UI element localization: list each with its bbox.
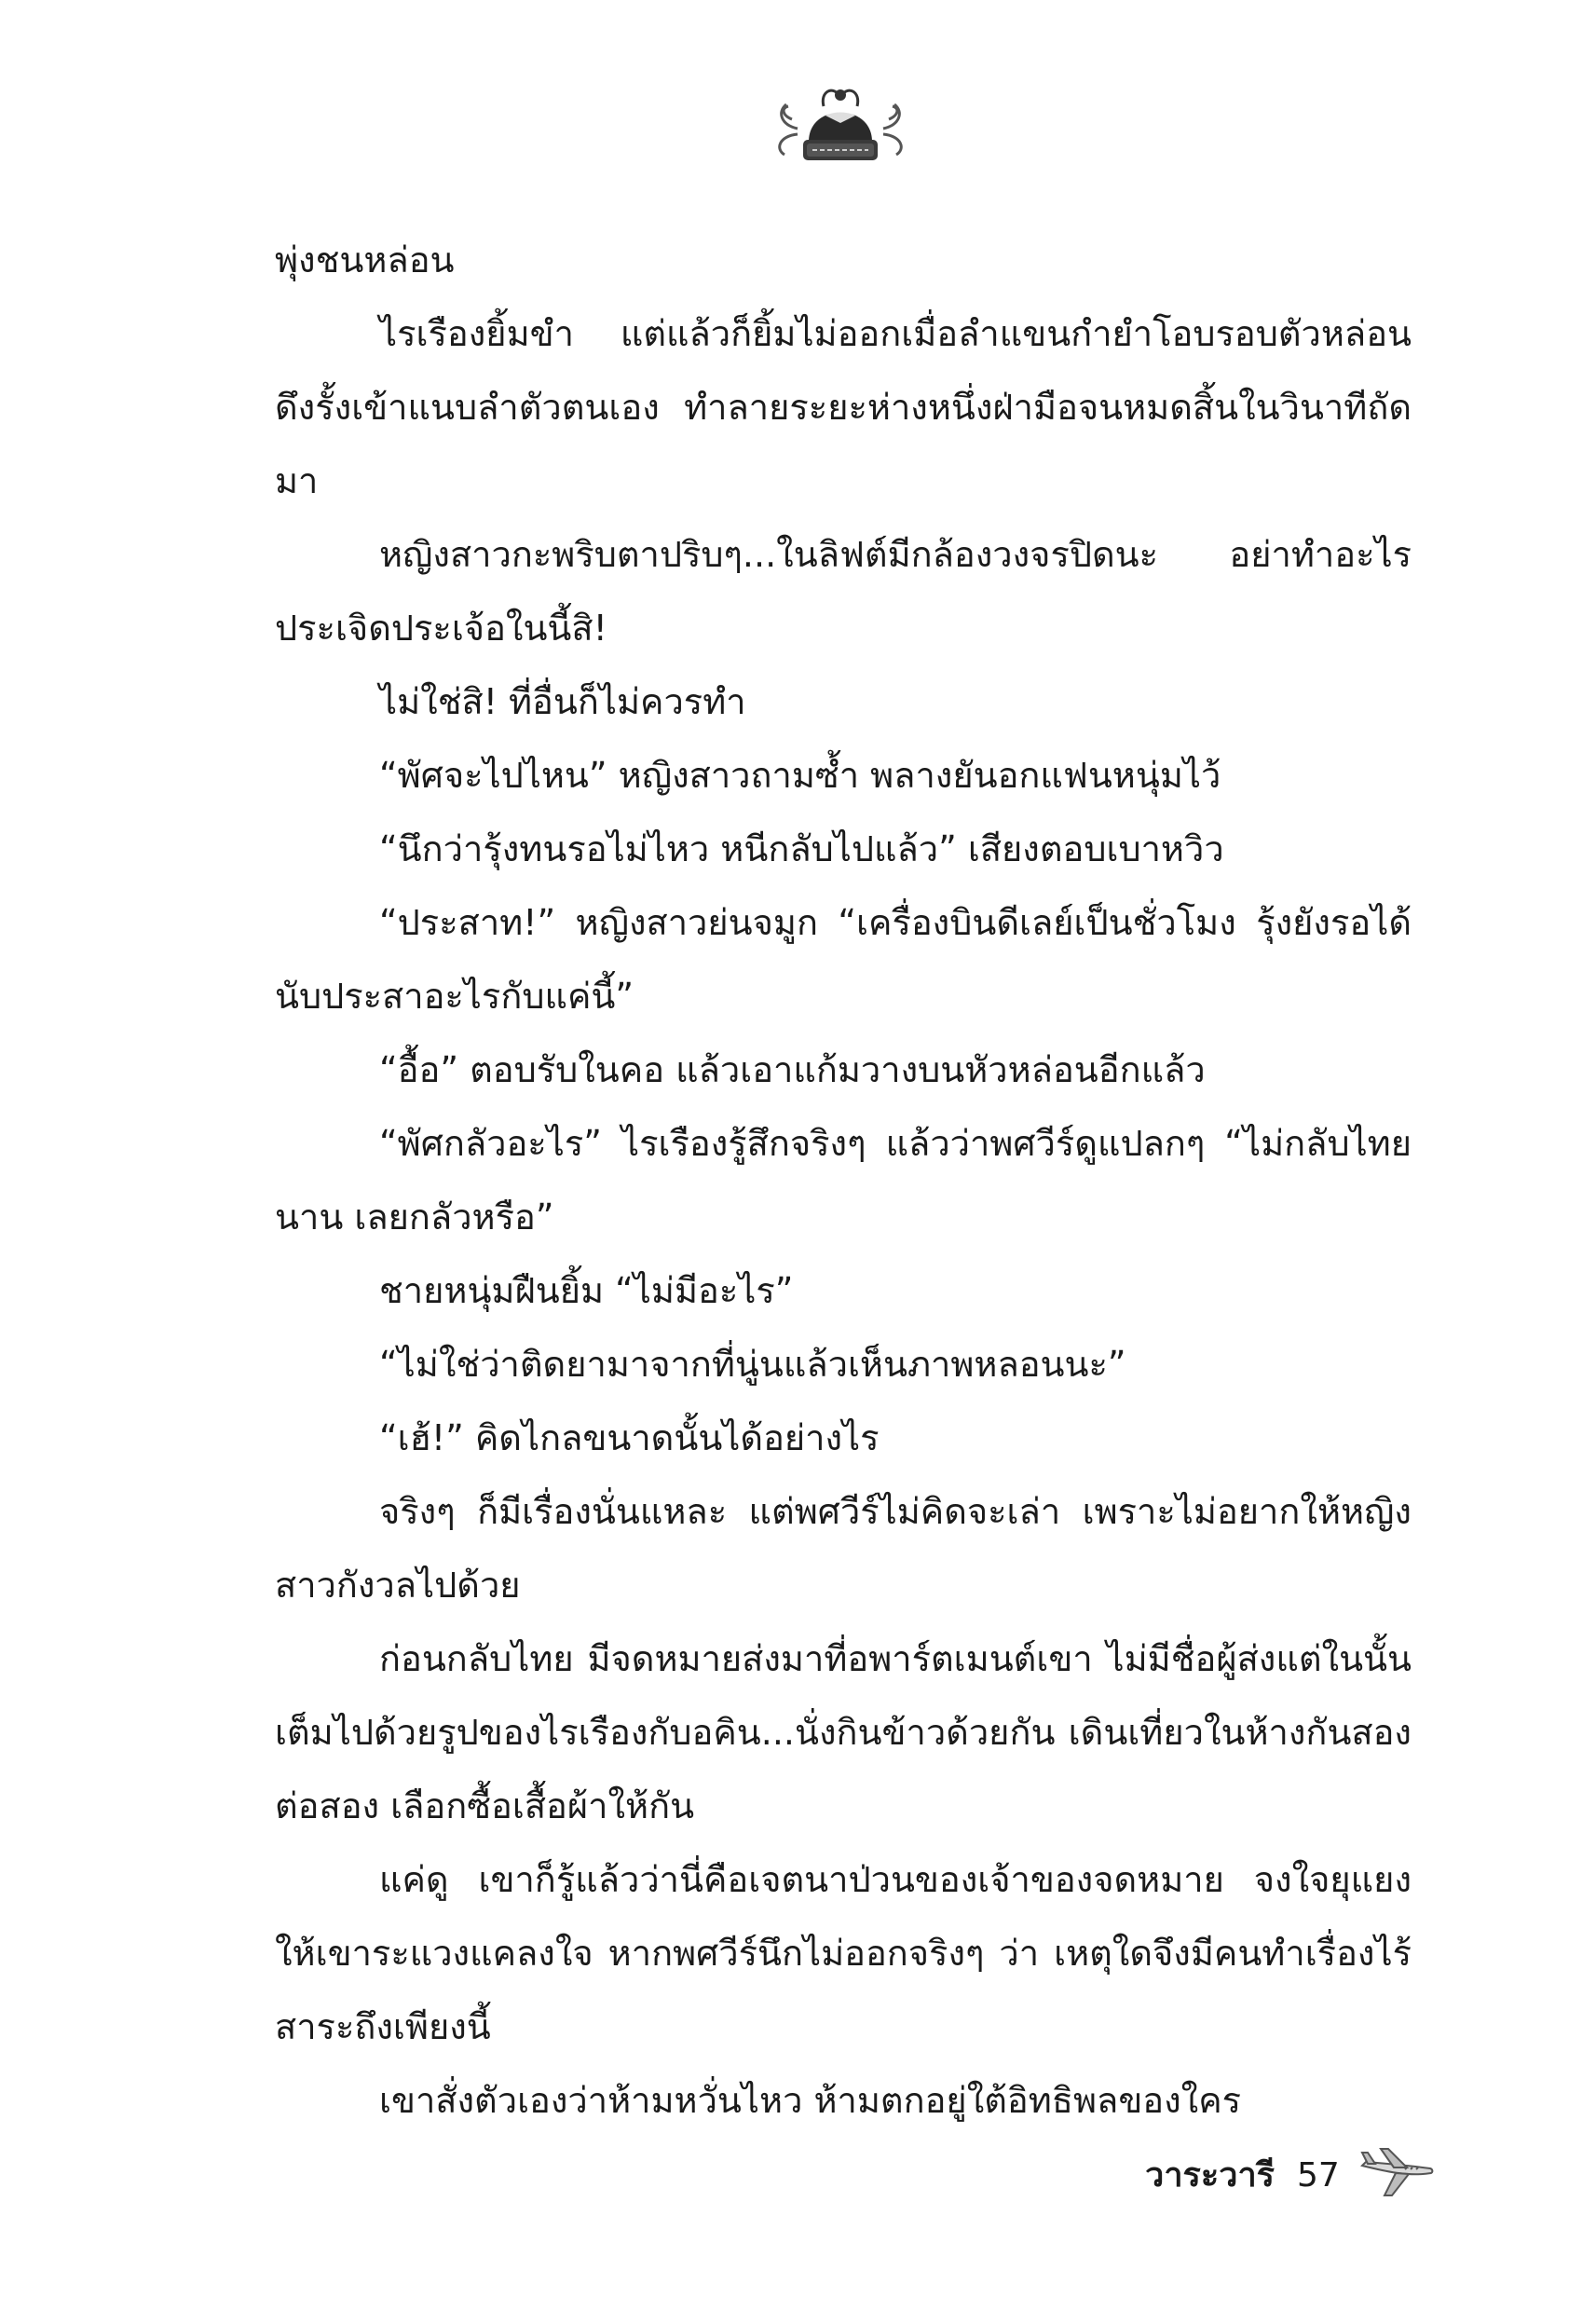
airplane-icon: [1357, 2145, 1435, 2203]
paragraph: “นึกว่ารุ้งทนรอไม่ไหว หนีกลับไปแล้ว” เสียงตอบเบาหวิว: [379, 828, 1224, 869]
paragraph: “พัศกลัวอะไร” ไรเรืองรู้สึกจริงๆ แล้วว่าพศวีร์ดูแปลกๆ “ไม่กลับไทยนาน เลยกลัวหรือ”: [275, 1123, 1412, 1238]
paragraph: “อื้อ” ตอบรับในคอ แล้วเอาแก้มวางบนหัวหล่อนอีกแล้ว: [379, 1049, 1206, 1090]
body-text: [275, 224, 1412, 2138]
paragraph: จริงๆ ก็มีเรื่องนั่นแหละ แต่พศวีร์ไม่คิดจะเล่า เพราะไม่อยากให้หญิงสาวกังวลไปด้วย: [275, 1491, 1412, 1606]
publisher-logo-icon: [771, 75, 909, 168]
paragraph: “พัศจะไปไหน” หญิงสาวถามซ้ำ พลางยันอกแฟนหนุ่มไว้: [379, 755, 1221, 796]
page-number: 57: [1297, 2156, 1340, 2195]
paragraph: ก่อนกลับไทย มีจดหมายส่งมาที่อพาร์ตเมนต์เขา ไม่มีชื่อผู้ส่งแต่ในนั้นเต็มไปด้วยรูปของไรเรืองกับอคิน...นั่งกินข้าวด้วยกัน เดินเที่ยวในห้างกันสองต่อสอง เลือกซื้อเสื้อผ้าให้กัน: [275, 1638, 1412, 1826]
page-footer: [1081, 2145, 1416, 2210]
paragraph: ชายหนุ่มฝืนยิ้ม “ไม่มีอะไร”: [379, 1270, 794, 1311]
paragraph: “ไม่ใช่ว่าติดยามาจากที่นู่นแล้วเห็นภาพหลอนนะ”: [379, 1344, 1126, 1385]
paragraph: เขาสั่งตัวเองว่าห้ามหวั่นไหว ห้ามตกอยู่ใต้อิทธิพลของใคร: [379, 2080, 1242, 2121]
paragraph: แค่ดู เขาก็รู้แล้วว่านี่คือเจตนาป่วนของเจ้าของจดหมาย จงใจยุแยงให้เขาระแวงแคลงใจ หากพศวีร์นึกไม่ออกจริงๆ ว่า เหตุใดจึงมีคนทำเรื่องไร้สาระถึงเพียงนี้: [275, 1859, 1412, 2047]
paragraph: “เฮ้!” คิดไกลขนาดนั้นได้อย่างไร: [379, 1417, 880, 1458]
book-title: วาระวารี: [1145, 2156, 1275, 2195]
paragraph: หญิงสาวกะพริบตาปริบๆ...ในลิฟต์มีกล้องวงจรปิดนะ อย่าทำอะไรประเจิดประเจ้อในนี้สิ!: [275, 534, 1412, 649]
paragraph: พุ่งชนหล่อน: [275, 239, 455, 280]
paragraph: “ประสาท!” หญิงสาวย่นจมูก “เครื่องบินดีเลย์เป็นชั่วโมง รุ้งยังรอได้ นับประสาอะไรกับแค่นี้”: [275, 902, 1412, 1017]
paragraph: ไรเรืองยิ้มขำ แต่แล้วก็ยิ้มไม่ออกเมื่อลำแขนกำยำโอบรอบตัวหล่อน ดึงรั้งเข้าแนบลำตัวตนเอง ทำลายระยะห่างหนึ่งฝ่ามือจนหมดสิ้นในวินาทีถัดมา: [275, 313, 1412, 501]
paragraph: ไม่ใช่สิ! ที่อื่นก็ไม่ควรทำ: [379, 681, 746, 722]
